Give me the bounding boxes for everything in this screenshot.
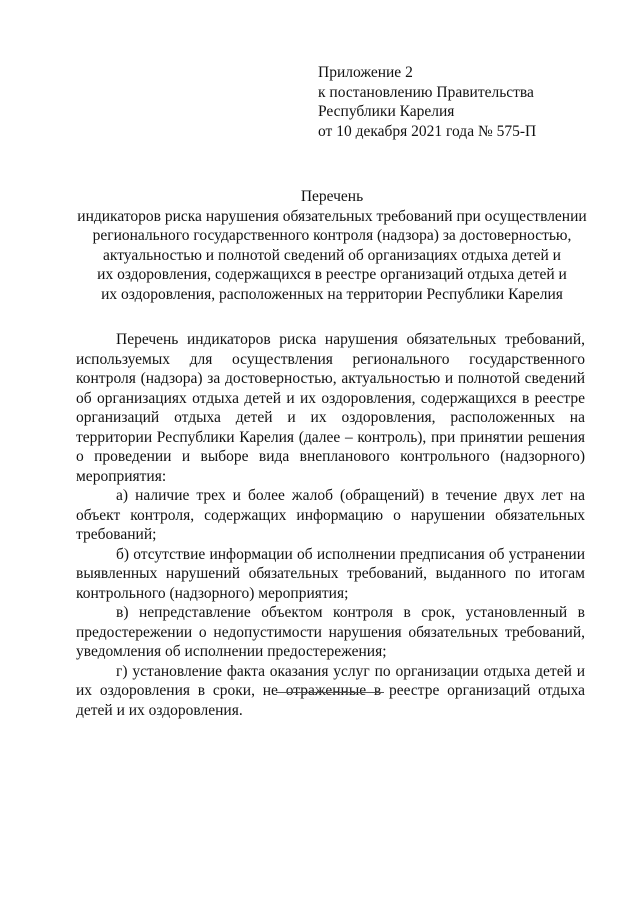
document-body: [76, 330, 585, 720]
appendix-republic: Республики Карелия: [318, 103, 455, 120]
intro-paragraph: Перечень индикаторов риска нарушения обязательных требований, используемых для осуществления регионального государственного контроля (надзора) за достоверностью, актуальностью и полнотой сведений об организациях отдыха детей и их оздоровления, содержащихся в реестре организаций отдыха детей и их оздоровления, расположенных на территории Республики Карелия (далее – контроль), при принятии решения о проведении и выборе вида внепланового контрольного (надзорного) мероприятия:: [76, 331, 585, 485]
list-item-a: а) наличие трех и более жалоб (обращений) в течение двух лет на объект контроля, содержащих информацию о нарушении обязательных требований;: [76, 487, 585, 543]
appendix-date: от 10 декабря 2021 года № 575-П: [318, 122, 537, 140]
title-line: индикаторов риска нарушения обязательных требований при осуществлении: [77, 207, 587, 225]
end-separator-line: [276, 692, 384, 693]
title-line: актуальностью и полнотой сведений об организациях отдыха детей и: [103, 246, 561, 264]
appendix-number: Приложение 2: [318, 64, 413, 81]
appendix-ref: к постановлению Правительства: [318, 83, 534, 101]
title-line: их оздоровления, расположенных на территории Республики Карелия: [101, 285, 563, 303]
title-line: регионального государственного контроля (надзора) за достоверностью,: [92, 227, 572, 244]
title-line: их оздоровления, содержащихся в реестре организаций отдыха детей и: [97, 266, 567, 283]
document-title: [62, 187, 602, 304]
list-item-b: б) отсутствие информации об исполнении предписания об устранении выявленных нарушений обязательных требований, выданного по итогам контрольного (надзорного) мероприятия;: [76, 545, 585, 602]
appendix-block: [318, 63, 578, 141]
list-item-g: г) установление факта оказания услуг по организации отдыха детей и их оздоровления в сроки, не отраженные в реестре организаций отдыха детей и их оздоровления.: [76, 662, 585, 719]
list-item-v: в) непредставление объектом контроля в срок, установленный в предостережении о недопустимости нарушения обязательных требований, уведомления об исполнении предостережения;: [76, 604, 585, 660]
title-heading: Перечень: [300, 188, 364, 205]
